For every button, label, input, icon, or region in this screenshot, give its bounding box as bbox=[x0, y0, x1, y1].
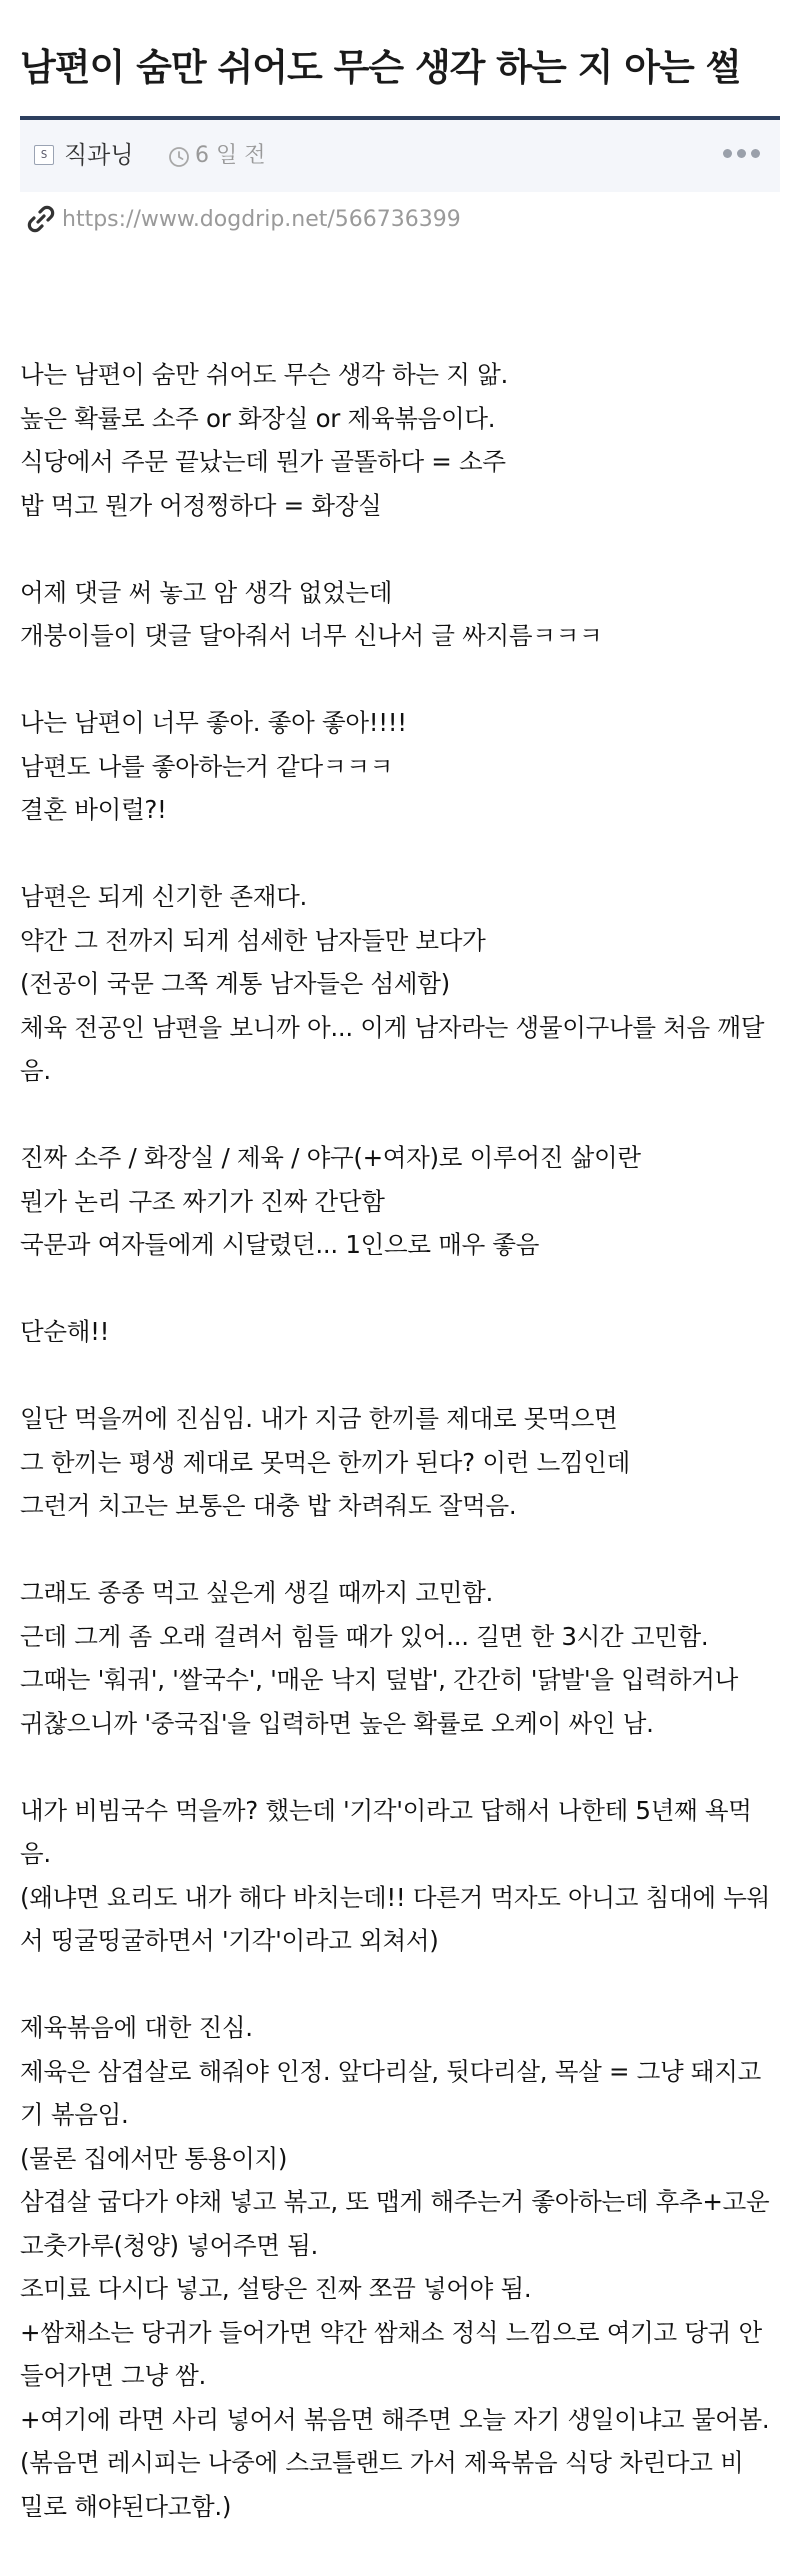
body-line: (전공이 국문 그쪽 계통 남자들은 섬세함) bbox=[20, 969, 450, 998]
blank-line bbox=[20, 658, 790, 702]
blank-line bbox=[20, 1528, 790, 1572]
body-line: 귀찮으니까 '중국집'을 입력하면 높은 확률로 오케이 싸인 남. bbox=[20, 1708, 654, 1738]
blank-line bbox=[20, 527, 790, 571]
body-line: 제육은 삼겹살로 해줘야 인정. 앞다리살, 뒷다리살, 목살 = 그냥 돼지고 bbox=[20, 2056, 761, 2086]
blank-line bbox=[20, 1745, 790, 1789]
body-line: (물론 집에서만 통용이지) bbox=[20, 2143, 288, 2173]
post-body bbox=[20, 353, 790, 2528]
body-line: 조미료 다시다 넣고, 설탕은 진짜 쪼끔 넣어야 됨. bbox=[20, 2274, 532, 2303]
body-line: 일단 먹을꺼에 진심임. 내가 지금 한끼를 제대로 못먹으면 bbox=[20, 1404, 618, 1433]
more-dots-icon[interactable] bbox=[723, 149, 760, 158]
post-title: 남편이 숨만 쉬어도 무슨 생각 하는 지 아는 썰 bbox=[20, 46, 741, 89]
body-line: 그래도 종종 먹고 싶은게 생길 때까지 고민함. bbox=[20, 1578, 494, 1607]
body-line: 근데 그게 좀 오래 걸려서 힘들 때가 있어... 길면 한 3시간 고민함. bbox=[20, 1621, 709, 1651]
body-line: 진짜 소주 / 화장실 / 제육 / 야구(+여자)로 이루어진 삶이란 bbox=[20, 1143, 641, 1172]
body-line: 단순해!! bbox=[20, 1317, 110, 1346]
body-line: 그때는 '훠궈', '쌀국수', '매운 낙지 덮밥', 간간히 '닭발'을 입력하거나 bbox=[20, 1665, 739, 1694]
body-line: 음. bbox=[20, 1056, 51, 1085]
body-line: 어제 댓글 써 놓고 암 생각 없었는데 bbox=[20, 577, 393, 607]
body-line: 그런거 치고는 보통은 대충 밥 차려줘도 잘먹음. bbox=[20, 1491, 517, 1520]
blank-line bbox=[20, 1093, 790, 1137]
author-name[interactable]: 직과닝 bbox=[64, 141, 134, 169]
body-line: +쌈채소는 당귀가 들어가면 약간 쌈채소 정식 느낌으로 여기고 당귀 안 bbox=[20, 2317, 762, 2347]
body-line: 약간 그 전까지 되게 섬세한 남자들만 보다가 bbox=[20, 925, 486, 955]
post-url-link[interactable]: https://www.dogdrip.net/566736399 bbox=[62, 207, 461, 232]
body-line: 뭔가 논리 구조 짜기가 진짜 간단함 bbox=[20, 1186, 385, 1216]
body-line: 남편은 되게 신기한 존재다. bbox=[20, 882, 307, 911]
body-line: 높은 확률로 소주 or 화장실 or 제육볶음이다. bbox=[20, 403, 496, 433]
post-meta-bar bbox=[20, 120, 780, 192]
body-line: 체육 전공인 남편을 보니까 아... 이게 남자라는 생물이구나를 처음 깨달 bbox=[20, 1012, 765, 1042]
body-line: 서 띵굴띵굴하면서 '기각'이라고 외쳐서) bbox=[20, 1926, 439, 1955]
body-line: 그 한끼는 평생 제대로 못먹은 한끼가 된다? 이런 느낌인데 bbox=[20, 1447, 631, 1477]
body-line: +여기에 라면 사리 넣어서 볶음면 해주면 오늘 자기 생일이냐고 물어봄. bbox=[20, 2404, 770, 2434]
body-line: 남편도 나를 좋아하는거 같다ㅋㅋㅋ bbox=[20, 751, 393, 781]
body-line: 식당에서 주문 끝났는데 뭔가 골똘하다 = 소주 bbox=[20, 447, 506, 476]
post-time: 6 일 전 bbox=[195, 143, 266, 168]
body-line: 음. bbox=[20, 1839, 51, 1868]
body-line: 나는 남편이 숨만 쉬어도 무슨 생각 하는 지 앎. bbox=[20, 360, 508, 389]
body-line: 나는 남편이 너무 좋아. 좋아 좋아!!!! bbox=[20, 708, 407, 737]
body-line: 밀로 해야된다고함.) bbox=[20, 2491, 232, 2521]
body-line: 개붕이들이 댓글 달아줘서 너무 신나서 글 싸지름ㅋㅋㅋ bbox=[20, 621, 603, 650]
body-line: 고춧가루(청양) 넣어주면 됨. bbox=[20, 2230, 319, 2260]
body-line: 삼겹살 굽다가 야채 넣고 볶고, 또 맵게 해주는거 좋아하는데 후추+고운 bbox=[20, 2187, 770, 2216]
blank-line bbox=[20, 1963, 790, 2007]
blank-line bbox=[20, 1354, 790, 1398]
body-line: 들어가면 그냥 쌈. bbox=[20, 2361, 207, 2390]
body-line: (왜냐면 요리도 내가 해다 바치는데!! 다른거 먹자도 아니고 침대에 누워 bbox=[20, 1882, 770, 1912]
link-icon bbox=[25, 203, 57, 235]
body-line: 결혼 바이럴?! bbox=[20, 795, 167, 824]
blank-line bbox=[20, 1267, 790, 1311]
body-line: 내가 비빔국수 먹을까? 했는데 '기각'이라고 답해서 나한테 5년째 욕먹 bbox=[20, 1795, 752, 1825]
body-line: 기 볶음임. bbox=[20, 2100, 129, 2129]
clock-icon bbox=[168, 146, 190, 168]
body-line: 제육볶음에 대한 진심. bbox=[20, 2013, 253, 2042]
body-line: 밥 먹고 뭔가 어정쩡하다 = 화장실 bbox=[20, 490, 382, 520]
level-badge-icon: S bbox=[34, 145, 54, 165]
body-line: 국문과 여자들에게 시달렸던... 1인으로 매우 좋음 bbox=[20, 1230, 540, 1259]
body-line: (볶음면 레시피는 나중에 스코틀랜드 가서 제육볶음 식당 차린다고 비 bbox=[20, 2448, 744, 2477]
blank-line bbox=[20, 832, 790, 876]
